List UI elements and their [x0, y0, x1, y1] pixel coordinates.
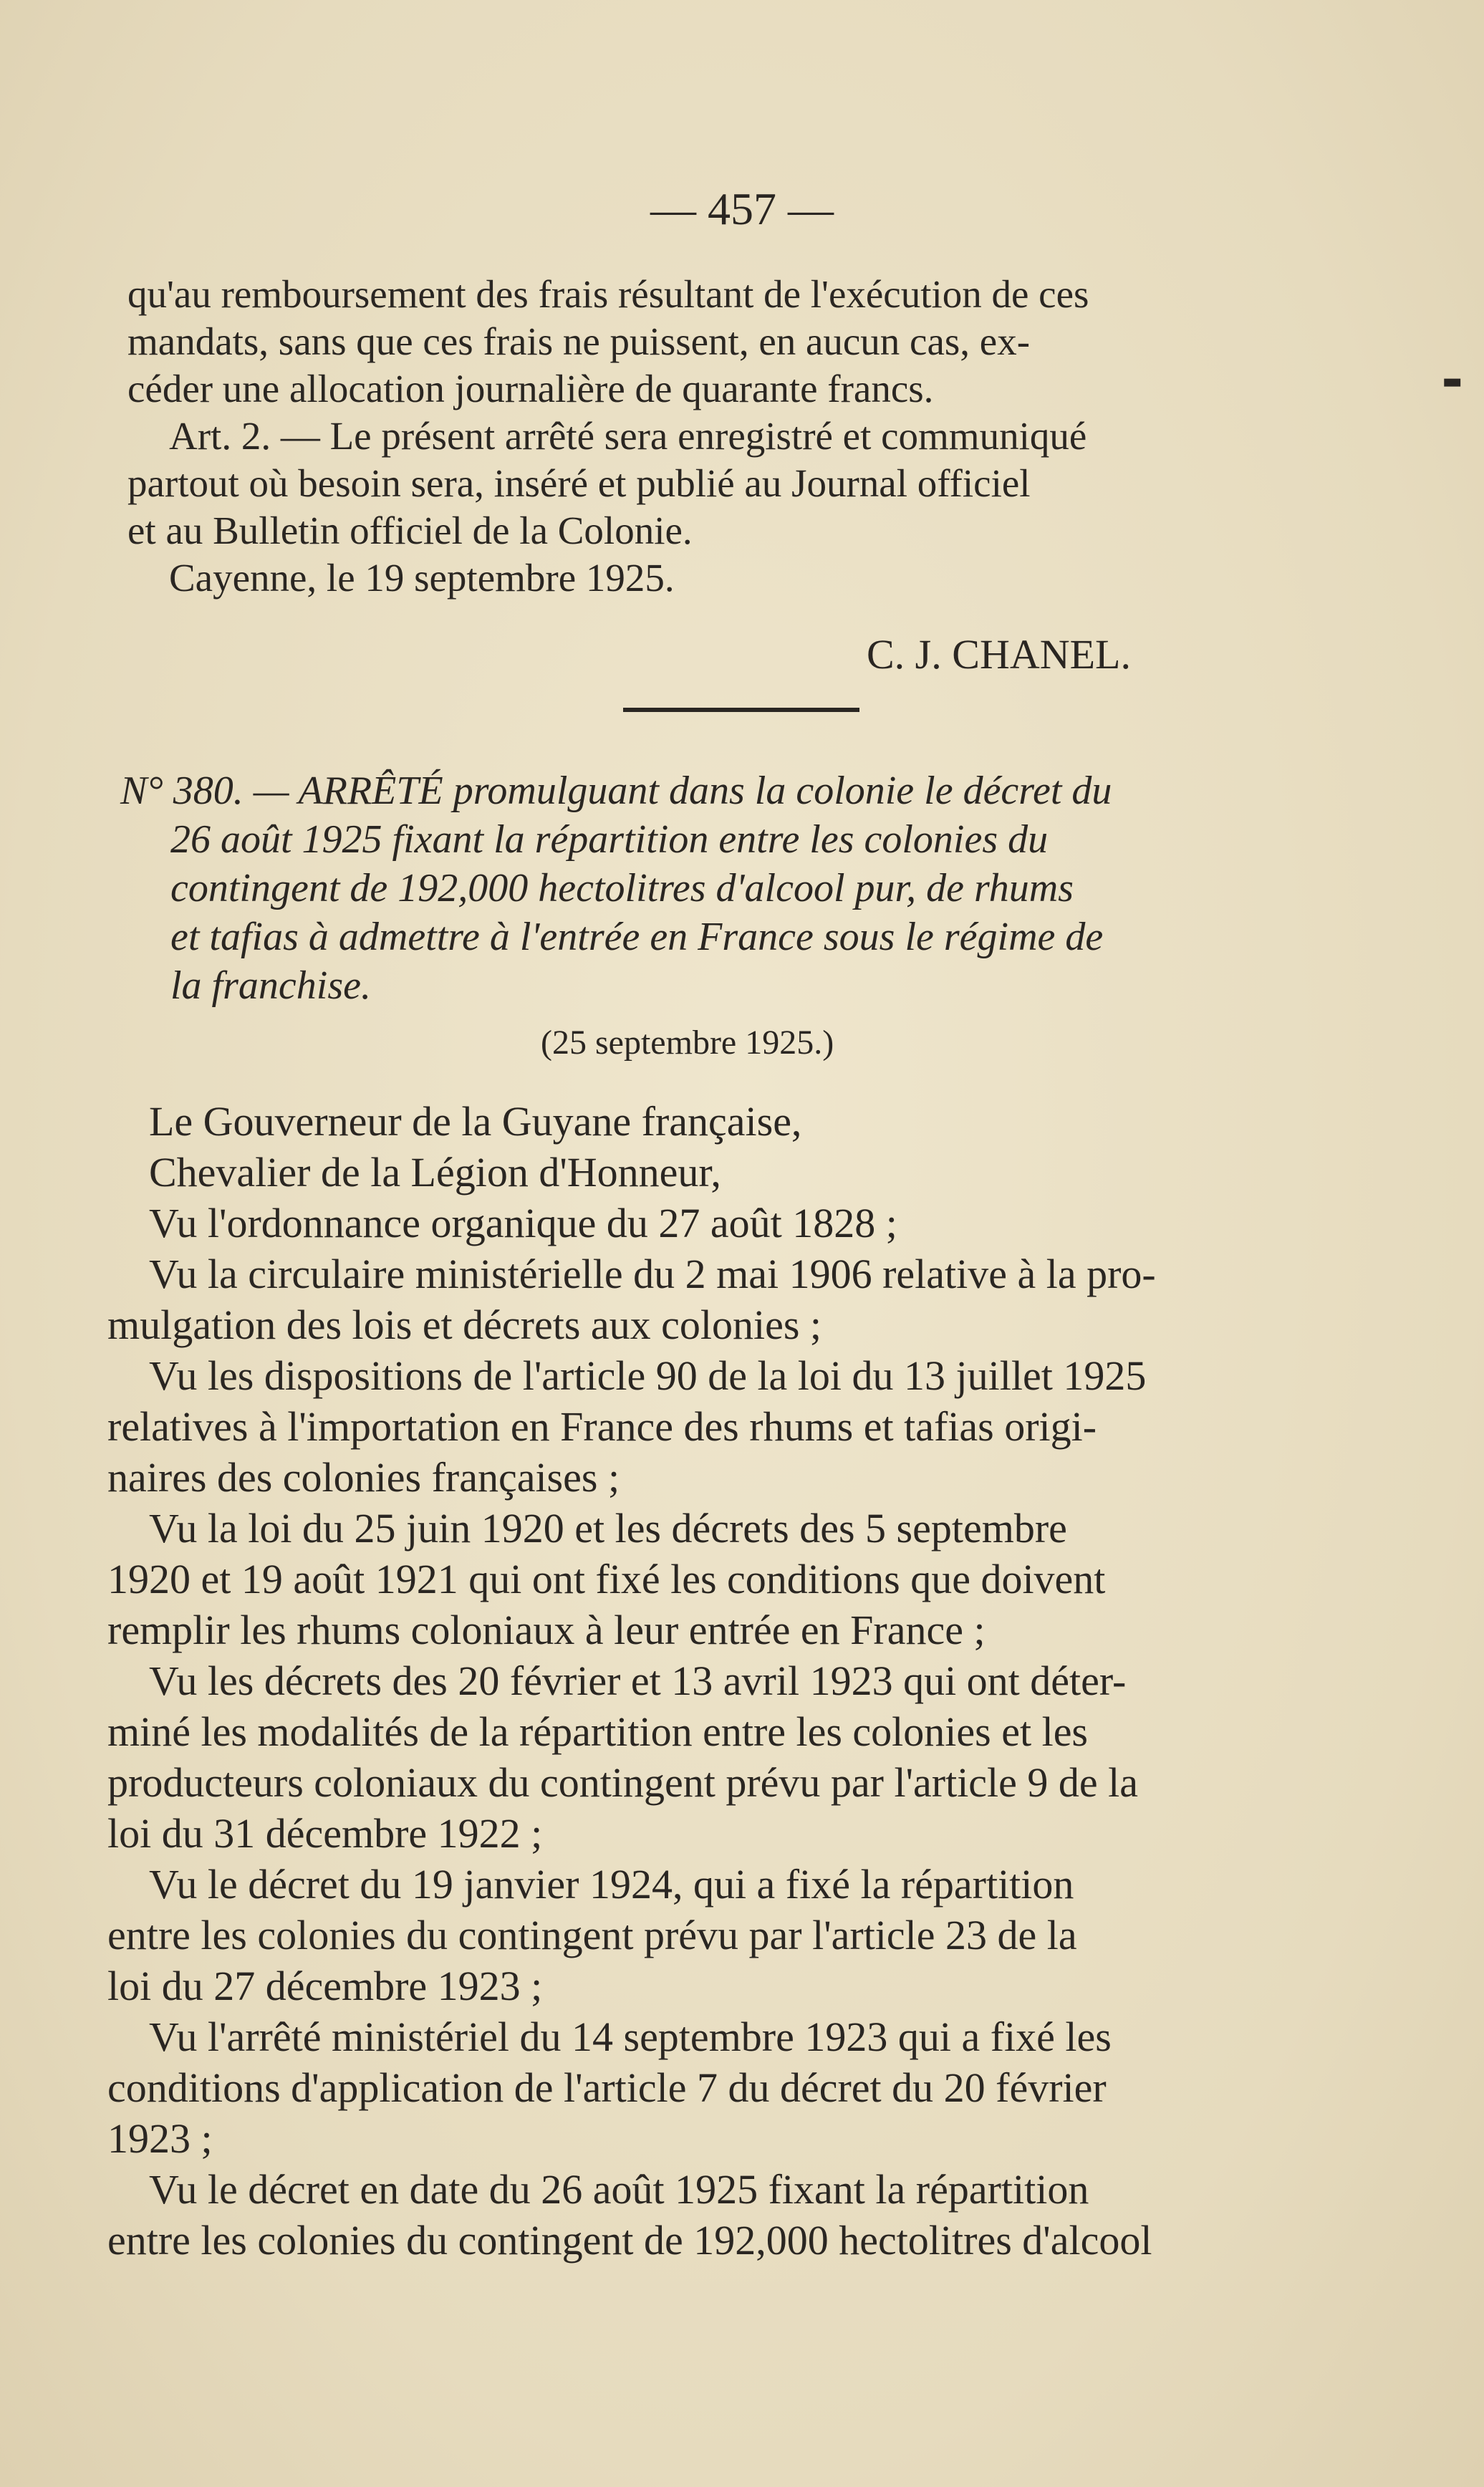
body-line: 1920 et 19 août 1921 qui ont fixé les conditions que doivent — [107, 1556, 1106, 1602]
body-line: Chevalier de la Légion d'Honneur, — [149, 1149, 721, 1196]
body-line: Vu le décret du 19 janvier 1924, qui a fixé la répartition — [149, 1861, 1074, 1908]
page-number: — 457 — — [650, 183, 834, 234]
text-line: et au Bulletin officiel de la Colonie. — [127, 509, 693, 552]
heading-date: (25 septembre 1925.) — [541, 1024, 834, 1062]
text-line: qu'au remboursement des frais résultant de l'exécution de ces — [127, 272, 1089, 316]
body-line: remplir les rhums coloniaux à leur entrée en France ; — [107, 1607, 986, 1653]
body-line: Vu la circulaire ministérielle du 2 mai 1906 relative à la pro- — [149, 1251, 1156, 1297]
body-line: entre les colonies du contingent de 192,000 hectolitres d'alcool — [107, 2217, 1152, 2264]
body-line: Vu les décrets des 20 février et 13 avril 1923 qui ont déter- — [149, 1658, 1127, 1704]
body-line: Vu les dispositions de l'article 90 de la loi du 13 juillet 1925 — [149, 1352, 1147, 1399]
text-line: Cayenne, le 19 septembre 1925. — [169, 556, 675, 600]
heading-line: contingent de 192,000 hectolitres d'alcool pur, de rhums — [170, 866, 1074, 910]
body-line: Vu la loi du 25 juin 1920 et les décrets des 5 septembre — [149, 1505, 1067, 1552]
body-line: Vu le décret en date du 26 août 1925 fixant la répartition — [149, 2166, 1089, 2213]
body-line: loi du 27 décembre 1923 ; — [107, 1963, 543, 2009]
body-line: miné les modalités de la répartition entre les colonies et les — [107, 1708, 1089, 1755]
body-line: Le Gouverneur de la Guyane française, — [149, 1098, 802, 1145]
decree-body — [107, 1096, 1156, 2266]
body-line: naires des colonies françaises ; — [107, 1454, 620, 1501]
heading-line: et tafias à admettre à l'entrée en France sous le régime de — [170, 915, 1104, 959]
body-line: mulgation des lois et décrets aux colonies ; — [107, 1302, 822, 1348]
body-line: loi du 31 décembre 1922 ; — [107, 1810, 543, 1857]
heading-line: la franchise. — [170, 963, 371, 1008]
text-line: partout où besoin sera, inséré et publié au Journal officiel — [127, 461, 1031, 505]
divider-rule — [623, 708, 859, 712]
body-line: Vu l'arrêté ministériel du 14 septembre 1923 qui a fixé les — [149, 2014, 1112, 2060]
text-line: mandats, sans que ces frais ne puissent, en aucun cas, ex- — [127, 319, 1031, 363]
heading-line: 26 août 1925 fixant la répartition entre les colonies du — [170, 817, 1049, 862]
body-line: conditions d'application de l'article 7 du décret du 20 février — [107, 2064, 1107, 2111]
heading-line: N° 380. — ARRÊTÉ promulguant dans la colonie le décret du — [120, 769, 1112, 813]
body-line: producteurs coloniaux du contingent prévu par l'article 9 de la — [107, 1759, 1139, 1806]
text-line: céder une allocation journalière de quarante francs. — [127, 367, 934, 410]
paragraph-block-1 — [127, 271, 1089, 602]
body-line: Vu l'ordonnance organique du 27 août 1828 ; — [149, 1200, 897, 1246]
text-line: Art. 2. — Le présent arrêté sera enregistré et communiqué — [169, 414, 1087, 458]
margin-mark: ▬ — [1442, 369, 1463, 394]
decree-heading — [120, 766, 1112, 1010]
body-line: entre les colonies du contingent prévu par l'article 23 de la — [107, 1912, 1077, 1958]
body-line: relatives à l'importation en France des rhums et tafias origi- — [107, 1403, 1097, 1450]
body-line: 1923 ; — [107, 2115, 213, 2162]
signature: C. J. CHANEL. — [867, 631, 1131, 678]
